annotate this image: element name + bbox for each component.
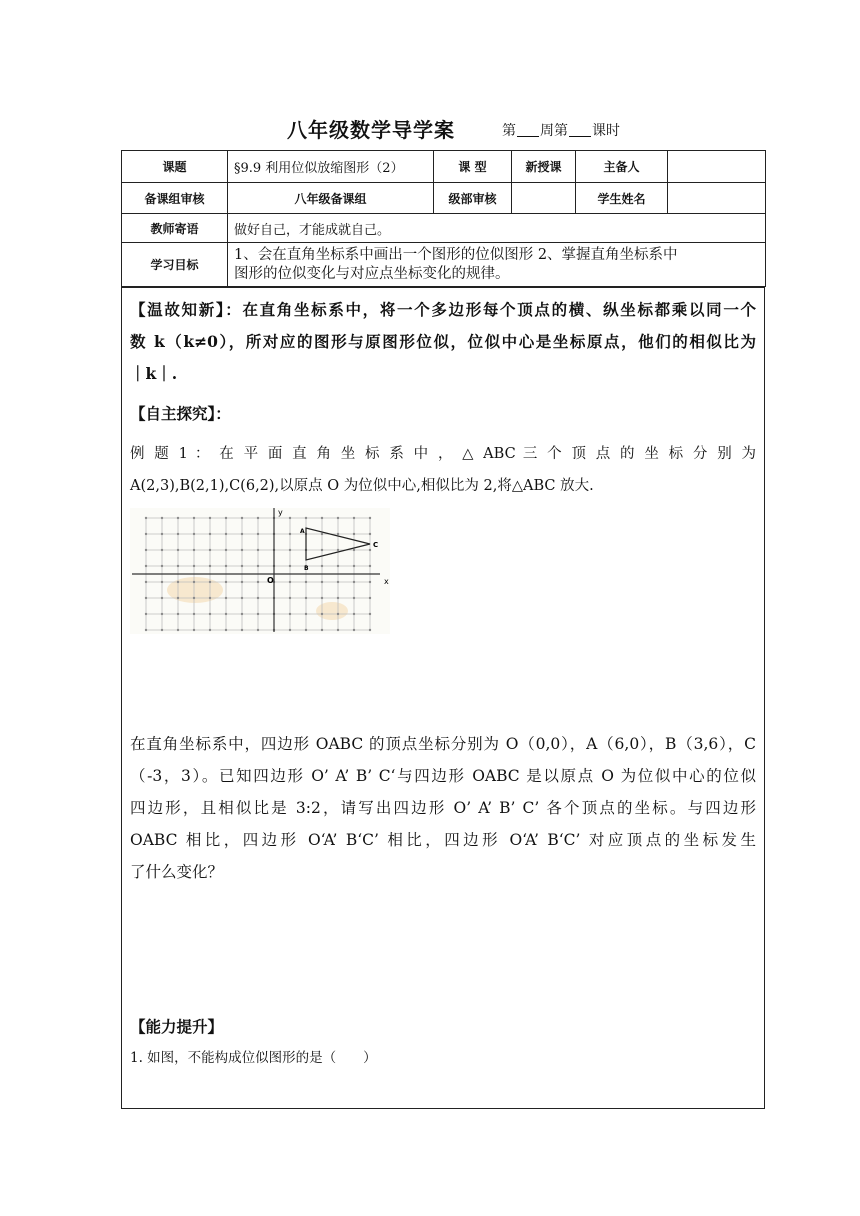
example-1 — [130, 438, 756, 502]
grid-point — [241, 581, 243, 583]
ability-heading: 【能力提升】 — [130, 1017, 224, 1036]
header-row-topic — [122, 151, 766, 183]
grid-point — [177, 533, 179, 535]
type-label: 课 型 — [434, 151, 512, 183]
grid-point — [225, 581, 227, 583]
grid-point — [209, 517, 211, 519]
grid-point — [145, 629, 147, 631]
grid-point — [161, 533, 163, 535]
student-name-value[interactable] — [668, 183, 766, 214]
grid-point — [369, 549, 371, 551]
grid-point — [161, 613, 163, 615]
grid-point — [161, 581, 163, 583]
dept-review-value[interactable] — [512, 183, 576, 214]
grid-point — [257, 565, 259, 567]
grid-point — [369, 581, 371, 583]
grid-point — [145, 581, 147, 583]
grid-point — [257, 549, 259, 551]
grid-point — [305, 613, 307, 615]
grid-point — [321, 517, 323, 519]
grid-point — [353, 549, 355, 551]
content-box — [121, 287, 765, 1109]
grid-point — [225, 517, 227, 519]
grid-point — [241, 565, 243, 567]
point-c-label: C — [373, 541, 379, 549]
grid-point — [353, 533, 355, 535]
grid-point — [289, 613, 291, 615]
grid-point — [257, 581, 259, 583]
grid-point — [369, 629, 371, 631]
point-a-label: A — [300, 528, 305, 535]
grid-point — [225, 597, 227, 599]
review-line-3: ｜k｜. — [130, 364, 178, 383]
grid-point — [225, 549, 227, 551]
grid-point — [353, 581, 355, 583]
grid-point — [305, 581, 307, 583]
grid-point — [241, 613, 243, 615]
grid-point — [337, 549, 339, 551]
grid-point — [337, 597, 339, 599]
grid-point — [209, 581, 211, 583]
problem-line-4: OABC 相比，四边形 O‘A’ B‘C’ 相比，四边形 O‘A’ B‘C’ 对应顶点的坐标发生 — [130, 831, 756, 849]
coordinate-grid-svg — [130, 508, 390, 634]
grid-point — [337, 517, 339, 519]
grid-point — [337, 629, 339, 631]
grid-point — [353, 565, 355, 567]
stain-blot — [167, 577, 223, 603]
grid-point — [305, 517, 307, 519]
grid-point — [241, 597, 243, 599]
teacher-message-label: 教师寄语 — [122, 214, 228, 243]
grid-point — [337, 533, 339, 535]
grid-point — [161, 517, 163, 519]
grid-point — [241, 549, 243, 551]
grid-point — [369, 613, 371, 615]
grid-point — [321, 629, 323, 631]
week-suffix: 课时 — [592, 123, 620, 139]
grid-point — [337, 613, 339, 615]
grid-point — [177, 517, 179, 519]
grid-point — [257, 613, 259, 615]
grid-point — [209, 565, 211, 567]
group-review-label: 备课组审核 — [122, 183, 228, 214]
header-row-review — [122, 183, 766, 214]
grid-point — [321, 565, 323, 567]
problem-line-2: （-3，3）。已知四边形 O’ A’ B’ C‘与四边形 OABC 是以原点 O 为位似中心的位似 — [130, 767, 756, 785]
grid-point — [305, 597, 307, 599]
y-axis-label: y — [278, 508, 283, 517]
dept-review-label: 级部审核 — [434, 183, 512, 214]
grid-point — [289, 581, 291, 583]
grid-point — [321, 549, 323, 551]
lesson-blank[interactable] — [569, 122, 591, 137]
explore-heading: 【自主探究】： — [130, 404, 231, 423]
group-review-value: 八年级备课组 — [228, 183, 434, 214]
grid-point — [337, 565, 339, 567]
grid-point — [369, 597, 371, 599]
grid-point — [257, 629, 259, 631]
grid-point — [289, 533, 291, 535]
grid-point — [177, 613, 179, 615]
grid-point — [369, 565, 371, 567]
grid-point — [209, 597, 211, 599]
grid-point — [145, 533, 147, 535]
grid-point — [305, 629, 307, 631]
grid-point — [177, 597, 179, 599]
grid-point — [193, 581, 195, 583]
grid-point — [353, 613, 355, 615]
coordinate-grid-figure — [130, 508, 390, 634]
problem-line-3: 四边形，且相似比是 3:2，请写出四边形 O’ A’ B’ C’ 各个顶点的坐标。与四边形 — [130, 799, 756, 817]
problem-line-5: 了什么变化？ — [130, 863, 224, 881]
grid-point — [177, 549, 179, 551]
x-axis-label: x — [384, 577, 389, 586]
grid-point — [209, 629, 211, 631]
grid-point — [257, 533, 259, 535]
grid-point — [161, 629, 163, 631]
grid-point — [209, 613, 211, 615]
grid-point — [337, 581, 339, 583]
teacher-message-value: 做好自己，才能成就自己。 — [228, 214, 766, 243]
grid-point — [225, 565, 227, 567]
grid-point — [145, 549, 147, 551]
grid-point — [193, 517, 195, 519]
learning-goals-line1: 1、会在直角坐标系中画出一个图形的位似图形 2、掌握直角坐标系中 — [234, 246, 678, 263]
ability-question-1: 1. 如图，不能构成位似图形的是（ ） — [130, 1050, 377, 1066]
grid-point — [145, 613, 147, 615]
review-line-2: 数 k（k≠0），所对应的图形与原图形位似，位似中心是坐标原点，他们的相似比为 — [130, 332, 756, 351]
header-row-goals — [122, 243, 766, 287]
grid-point — [145, 565, 147, 567]
grid-point — [209, 533, 211, 535]
topic-label: 课题 — [122, 151, 228, 183]
example-line-1: 例 题 1 ： 在 平 面 直 角 坐 标 系 中 ， △ ABC 三 个 顶 点 的 坐 标 分 别 为 — [130, 446, 756, 462]
point-b-label: B — [304, 565, 309, 572]
student-name-label: 学生姓名 — [576, 183, 668, 214]
grid-point — [161, 565, 163, 567]
header-row-message — [122, 214, 766, 243]
grid-point — [289, 517, 291, 519]
grid-point — [177, 629, 179, 631]
grid-point — [353, 597, 355, 599]
grid-point — [353, 629, 355, 631]
stain-blot — [316, 602, 348, 620]
origin-label: O — [267, 576, 274, 585]
grid-point — [193, 565, 195, 567]
grid-point — [289, 629, 291, 631]
page-title: 八年级数学导学案 — [287, 118, 455, 142]
page-header — [0, 114, 860, 144]
grid-point — [161, 597, 163, 599]
grid-point — [289, 549, 291, 551]
grid-point — [177, 565, 179, 567]
grid-point — [289, 597, 291, 599]
preparer-value[interactable] — [668, 151, 766, 183]
grid-point — [161, 549, 163, 551]
learning-goals-line2: 图形的位似变化与对应点坐标变化的规律。 — [234, 265, 510, 282]
grid-point — [193, 549, 195, 551]
grid-point — [193, 597, 195, 599]
grid-point — [241, 533, 243, 535]
grid-point — [321, 533, 323, 535]
preparer-label: 主备人 — [576, 151, 668, 183]
grid-point — [257, 517, 259, 519]
grid-point — [369, 517, 371, 519]
week-prefix: 第 — [502, 123, 516, 139]
example-line-2: A(2,3),B(2,1),C(6,2),以原点 O 为位似中心,相似比为 2,将△ABC 放大. — [130, 478, 594, 494]
grid-point — [225, 533, 227, 535]
learning-goals-label: 学习目标 — [122, 243, 228, 287]
review-line-1: 【温故知新】：在直角坐标系中，将一个多边形每个顶点的横、纵坐标都乘以同一个 — [130, 300, 756, 319]
grid-point — [241, 517, 243, 519]
grid-point — [321, 581, 323, 583]
grid-point — [177, 581, 179, 583]
grid-point — [145, 517, 147, 519]
grid-point — [193, 533, 195, 535]
grid-point — [289, 565, 291, 567]
week-lesson-line — [502, 120, 620, 140]
problem-line-1: 在直角坐标系中，四边形 OABC 的顶点坐标分别为 O（0,0），A（6,0），B（3,6），C — [130, 735, 756, 753]
grid-point — [145, 597, 147, 599]
grid-point — [241, 629, 243, 631]
week-mid: 周第 — [540, 123, 568, 139]
type-value: 新授课 — [512, 151, 576, 183]
grid-point — [353, 517, 355, 519]
header-table — [121, 150, 766, 287]
grid-point — [225, 613, 227, 615]
week-blank[interactable] — [517, 122, 539, 137]
grid-point — [321, 597, 323, 599]
review-section — [130, 294, 756, 390]
grid-point — [193, 629, 195, 631]
grid-point — [225, 629, 227, 631]
topic-value: §9.9 利用位似放缩图形（2） — [228, 151, 434, 183]
learning-goals-value — [228, 243, 766, 287]
grid-point — [321, 613, 323, 615]
grid-point — [369, 533, 371, 535]
problem-paragraph — [130, 728, 756, 888]
grid-point — [193, 613, 195, 615]
grid-point — [257, 597, 259, 599]
grid-point — [209, 549, 211, 551]
